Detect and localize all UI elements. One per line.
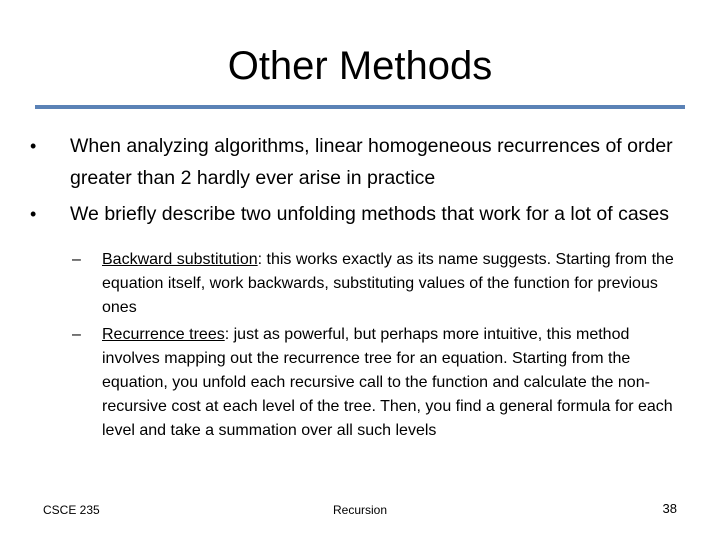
sub-bullet-item [30, 248, 690, 320]
bullet-item [30, 130, 690, 194]
slide-title: Other Methods [227, 44, 493, 88]
sub-bullet-text: : just as powerful, but perhaps more intuitive, this method involves mapping out the recurrence tree for an equation. Starting from the equation, you unfold each recursive call to the function and calculate the non-recursive cost at each level of the tree. Then, you find a general formula for each level and take a summation over all such levels [102, 326, 673, 439]
bullet-icon: • [30, 136, 37, 156]
sub-bullet-term: Backward substitution [102, 251, 258, 268]
sub-bullet-item [30, 323, 690, 443]
bullet-text: We briefly describe two unfolding methods that work for a lot of cases [70, 203, 670, 225]
sub-bullet-text: : this works exactly as its name suggests. Starting from the equation itself, work backwards, substituting values of the function for previous ones [102, 251, 674, 316]
sub-bullet-list [30, 248, 690, 443]
footer-course: CSCE 235 [43, 503, 100, 517]
dash-icon: – [72, 251, 81, 268]
dash-icon: – [72, 326, 81, 343]
footer-topic: Recursion [332, 503, 388, 517]
slide-body [30, 130, 690, 446]
bullet-item [30, 198, 690, 230]
sub-bullet-term: Recurrence trees [102, 326, 225, 343]
bullet-icon: • [30, 204, 37, 224]
title-divider [35, 105, 685, 109]
bullet-text: When analyzing algorithms, linear homogeneous recurrences of order greater than 2 hardly ever arise in practice [70, 135, 673, 189]
page-number: 38 [662, 501, 677, 516]
